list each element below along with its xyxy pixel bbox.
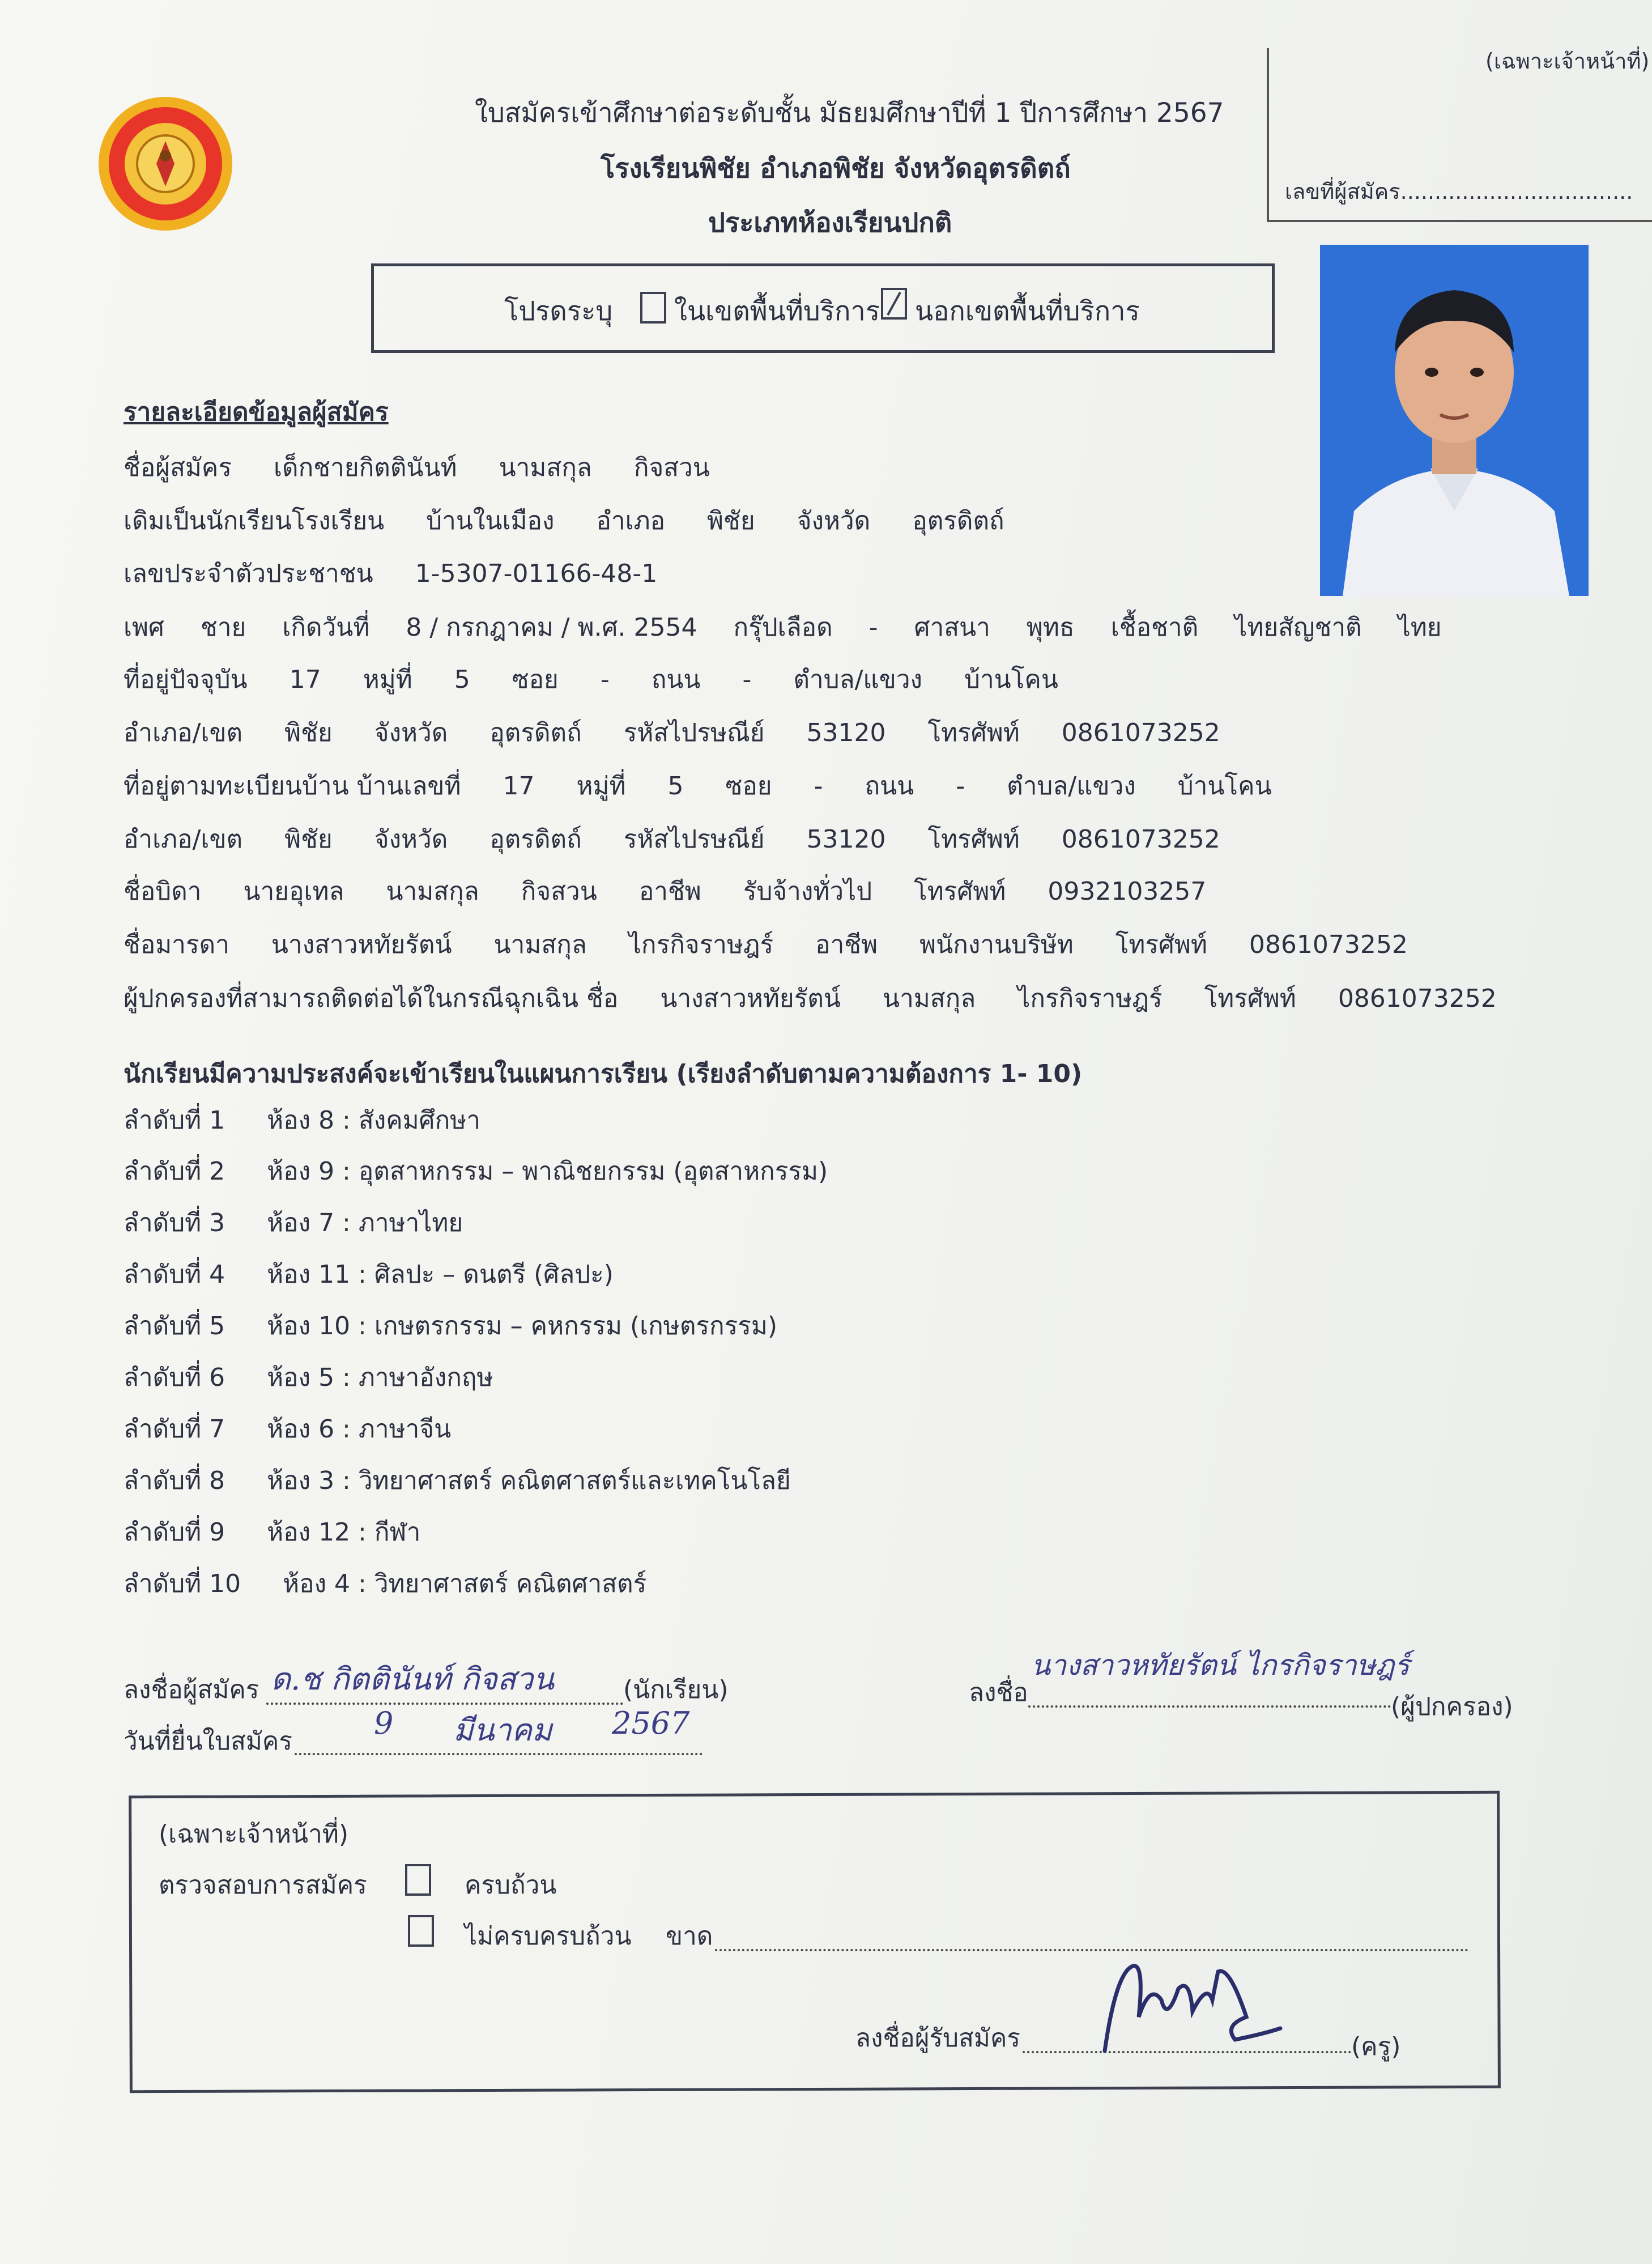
field-value: 0932103257 <box>1048 877 1207 906</box>
field-value: กิจสวน <box>633 453 710 482</box>
preference-rank: ลำดับที่ 9 <box>124 1518 225 1547</box>
field-value: ไกรกิจราษฎร์ <box>1017 984 1163 1013</box>
section-title: รายละเอียดข้อมูลผู้สมัคร <box>124 398 389 427</box>
guardian-signature-line <box>1028 1705 1391 1708</box>
incomplete-label: ไม่ครบครบถ้วน <box>465 1922 632 1951</box>
field-label: ซอย <box>512 665 559 694</box>
missing-items-line <box>715 1949 1468 1951</box>
preference-rank: ลำดับที่ 5 <box>124 1312 225 1340</box>
field-value: บ้านโคน <box>1177 772 1272 801</box>
field-value: - <box>868 613 878 642</box>
preference-row <box>124 1105 480 1137</box>
receiver-signature-suffix: (ครู) <box>1351 2032 1401 2061</box>
field-label: เดิมเป็นนักเรียนโรงเรียน <box>124 507 385 535</box>
field-value: - <box>956 772 965 801</box>
preference-row <box>124 1362 493 1394</box>
detail-row-registered-district <box>124 824 1220 856</box>
field-value: บ้านโคน <box>964 665 1058 694</box>
field-label: ศาสนา <box>914 613 990 642</box>
field-label: ผู้ปกครองที่สามารถติดต่อได้ในกรณีฉุกเฉิน ชื่อ <box>124 984 619 1013</box>
preference-row <box>124 1414 451 1445</box>
field-value: อุตรดิตถ์ <box>912 507 1004 535</box>
receiver-signature-label: ลงชื่อผู้รับสมัคร <box>855 2024 1021 2053</box>
field-label: เกิดวันที่ <box>282 613 370 642</box>
field-label: ตำบล/แขวง <box>1007 772 1136 801</box>
field-value: พนักงานบริษัท <box>919 930 1074 959</box>
detail-row-citizen-id <box>124 558 657 590</box>
in-service-area-label: ในเขตพื้นที่บริการ <box>674 296 880 327</box>
field-value: อุตรดิตถ์ <box>489 825 582 854</box>
preference-room: ห้อง 8 : สังคมศึกษา <box>267 1106 480 1135</box>
preference-rank: ลำดับที่ 7 <box>124 1415 225 1444</box>
field-label: โทรศัพท์ <box>927 825 1020 854</box>
field-label: ตำบล/แขวง <box>793 665 923 694</box>
field-value: นางสาวหทัยรัตน์ <box>271 930 452 959</box>
complete-label: ครบถ้วน <box>465 1871 557 1900</box>
field-value: 0861073252 <box>1338 984 1497 1013</box>
preference-room: ห้อง 5 : ภาษาอังกฤษ <box>267 1363 493 1392</box>
field-label: ชื่อมารดา <box>124 930 229 959</box>
field-value: ไกรกิจราษฎร์ <box>628 930 774 959</box>
field-value: 5 <box>667 772 684 801</box>
preference-room: ห้อง 11 : ศิลปะ – ดนตรี (ศิลปะ) <box>267 1260 614 1289</box>
detail-row-previous-school <box>124 505 1004 537</box>
incomplete-checkbox[interactable] <box>408 1915 434 1947</box>
preference-room: ห้อง 7 : ภาษาไทย <box>267 1208 463 1237</box>
field-value: 5 <box>454 665 470 694</box>
preference-row <box>124 1207 463 1239</box>
field-label: เลขประจำตัวประชาชน <box>124 559 373 588</box>
field-label: ชื่อบิดา <box>124 877 202 906</box>
field-value: 0861073252 <box>1061 825 1220 854</box>
field-label: รหัสไปรษณีย์ <box>623 718 765 747</box>
preference-row <box>124 1517 420 1548</box>
field-value: กิจสวน <box>521 877 597 906</box>
field-label: ที่อยู่ตามทะเบียนบ้าน บ้านเลขที่ <box>124 772 461 801</box>
field-label: จังหวัด <box>374 718 448 747</box>
submission-date-day: 9 <box>374 1705 394 1741</box>
receiver-signature-mark <box>1099 1949 1286 2062</box>
detail-row-current-address <box>124 664 1058 696</box>
detail-row-applicant-name <box>124 452 710 484</box>
field-label: กรุ๊ปเลือด <box>733 613 833 642</box>
form-title: ใบสมัครเข้าศึกษาต่อระดับชั้น มัธยมศึกษาปีที่ 1 ปีการศึกษา 2567 <box>475 97 1224 129</box>
staff-only-label: (เฉพาะเจ้าหน้าที่) <box>1485 49 1650 74</box>
applicant-photo <box>1320 245 1589 596</box>
field-label: นามสกุล <box>883 984 976 1013</box>
field-label: ซอย <box>725 772 772 801</box>
applicant-portrait-image <box>1320 245 1589 596</box>
field-label: อาชีพ <box>638 877 701 906</box>
field-value: 17 <box>289 665 321 694</box>
field-label: โทรศัพท์ <box>914 877 1006 906</box>
preference-rank: ลำดับที่ 8 <box>124 1466 225 1495</box>
field-value: ชาย <box>200 613 246 642</box>
field-value: - <box>742 665 752 694</box>
field-label: ชื่อผู้สมัคร <box>124 453 232 482</box>
guardian-signature-label: ลงชื่อ <box>969 1678 1028 1707</box>
detail-row-current-district <box>124 717 1220 749</box>
field-value: - <box>600 665 610 694</box>
detail-row-registered-address <box>124 771 1272 802</box>
field-value: พิชัย <box>284 718 333 747</box>
preference-rank: ลำดับที่ 3 <box>124 1208 225 1237</box>
detail-row-personal <box>124 612 1442 644</box>
field-label: ที่อยู่ปัจจุบัน <box>124 665 248 694</box>
field-value: 53120 <box>806 718 886 747</box>
staff-corner-border-bottom <box>1267 220 1652 222</box>
missing-label: ขาด <box>666 1922 713 1951</box>
school-seal-logo <box>95 93 236 234</box>
preference-room: ห้อง 6 : ภาษาจีน <box>267 1415 452 1444</box>
field-value: รับจ้างทั่วไป <box>743 877 872 906</box>
field-label: หมู่ที่ <box>363 665 412 694</box>
preference-row <box>124 1310 777 1342</box>
field-value: เด็กชายกิตตินันท์ <box>274 453 457 482</box>
preference-rank: ลำดับที่ 6 <box>124 1363 225 1392</box>
field-value: 17 <box>503 772 535 801</box>
field-value: 53120 <box>806 825 886 854</box>
out-service-area-label: นอกเขตพื้นที่บริการ <box>915 296 1140 327</box>
field-value: 1-5307-01166-48-1 <box>415 559 658 588</box>
in-service-area-checkbox[interactable] <box>640 292 666 324</box>
school-name: โรงเรียนพิชัย อำเภอพิชัย จังหวัดอุตรดิตถ์ <box>601 153 1071 184</box>
preference-row <box>124 1156 828 1188</box>
preference-row <box>124 1259 614 1291</box>
field-value: พิชัย <box>284 825 333 854</box>
preference-room: ห้อง 9 : อุตสาหกรรม – พาณิชยกรรม (อุตสาหกรรม) <box>267 1157 828 1186</box>
preference-rank: ลำดับที่ 10 <box>124 1569 241 1598</box>
field-label: ถนน <box>651 665 701 694</box>
field-value: นางสาวหทัยรัตน์ <box>660 984 841 1013</box>
field-label: จังหวัด <box>374 825 448 854</box>
field-label: โทรศัพท์ <box>1204 984 1296 1013</box>
preference-rank: ลำดับที่ 1 <box>124 1106 225 1135</box>
field-value: พิชัย <box>707 507 755 535</box>
preference-rank: ลำดับที่ 4 <box>124 1260 225 1289</box>
guardian-signature-suffix: (ผู้ปกครอง) <box>1391 1692 1513 1721</box>
field-label: อาชีพ <box>815 930 878 959</box>
field-value: อุตรดิตถ์ <box>489 718 582 747</box>
out-service-area-checkbox[interactable] <box>881 288 907 320</box>
staff-corner-border <box>1267 48 1269 221</box>
preference-room: ห้อง 4 : วิทยาศาสตร์ คณิตศาสตร์ <box>283 1569 647 1598</box>
applicant-signature-label: ลงชื่อผู้สมัคร <box>124 1675 259 1704</box>
applicant-signature: ด.ช กิตตินันท์ กิจสวน <box>271 1661 555 1697</box>
field-value: ไทยสัญชาติ <box>1234 613 1362 642</box>
complete-checkbox[interactable] <box>405 1864 431 1896</box>
field-value: 0861073252 <box>1061 718 1220 747</box>
preference-row <box>124 1568 646 1600</box>
applicant-signature-suffix: (นักเรียน) <box>623 1675 729 1704</box>
preference-room: ห้อง 3 : วิทยาศาสตร์ คณิตศาสตร์และเทคโนโลยี <box>267 1466 791 1495</box>
field-label: เพศ <box>124 613 164 642</box>
field-value: พุทธ <box>1026 613 1075 642</box>
submission-date-year: 2567 <box>612 1705 690 1741</box>
field-label: อำเภอ/เขต <box>124 718 243 747</box>
guardian-signature: นางสาวหทัยรัตน์ ไกรกิจราษฎร์ <box>1031 1649 1410 1682</box>
check-application-label: ตรวจสอบการสมัคร <box>159 1871 367 1900</box>
office-box-label: (เฉพาะเจ้าหน้าที่) <box>159 1820 349 1849</box>
preference-room: ห้อง 12 : กีฬา <box>267 1518 421 1547</box>
field-label: ถนน <box>865 772 914 801</box>
service-area-prompt: โปรดระบุ <box>504 296 613 327</box>
field-label: จังหวัด <box>797 507 871 535</box>
field-label: อำเภอ/เขต <box>124 825 243 854</box>
submission-date-label: วันที่ยื่นใบสมัคร <box>124 1727 292 1756</box>
field-value: ไทย <box>1398 613 1442 642</box>
field-label: โทรศัพท์ <box>1115 930 1207 959</box>
checkmark-icon <box>883 290 905 317</box>
field-label: อำเภอ <box>596 507 666 535</box>
field-value: 8 / กรกฎาคม / พ.ศ. 2554 <box>406 613 697 642</box>
preference-title: นักเรียนมีความประสงค์จะเข้าเรียนในแผนการเรียน (เรียงลำดับตามความต้องการ 1- 10) <box>124 1059 1083 1088</box>
preference-room: ห้อง 10 : เกษตรกรรม – คหกรรม (เกษตรกรรม) <box>267 1312 778 1340</box>
applicant-number-field: เลขที่ผู้สมัคร.................................. <box>1285 179 1633 204</box>
detail-row-father <box>124 876 1206 908</box>
classroom-type: ประเภทห้องเรียนปกติ <box>708 207 952 239</box>
field-value: 0861073252 <box>1249 930 1408 959</box>
field-label: นามสกุล <box>386 877 479 906</box>
field-label: เชื้อชาติ <box>1110 613 1199 642</box>
detail-row-guardian <box>124 983 1497 1015</box>
field-value: นายอุเทล <box>243 877 344 906</box>
field-value: บ้านในเมือง <box>426 507 555 535</box>
field-label: รหัสไปรษณีย์ <box>623 825 765 854</box>
preference-rank: ลำดับที่ 2 <box>124 1157 225 1186</box>
detail-row-mother <box>124 929 1408 961</box>
field-label: นามสกุล <box>493 930 587 959</box>
submission-date-month: มีนาคม <box>453 1712 552 1748</box>
field-label: นามสกุล <box>499 453 592 482</box>
preference-row <box>124 1465 791 1497</box>
field-value: - <box>814 772 823 801</box>
field-label: หมู่ที่ <box>576 772 626 801</box>
field-label: โทรศัพท์ <box>927 718 1020 747</box>
